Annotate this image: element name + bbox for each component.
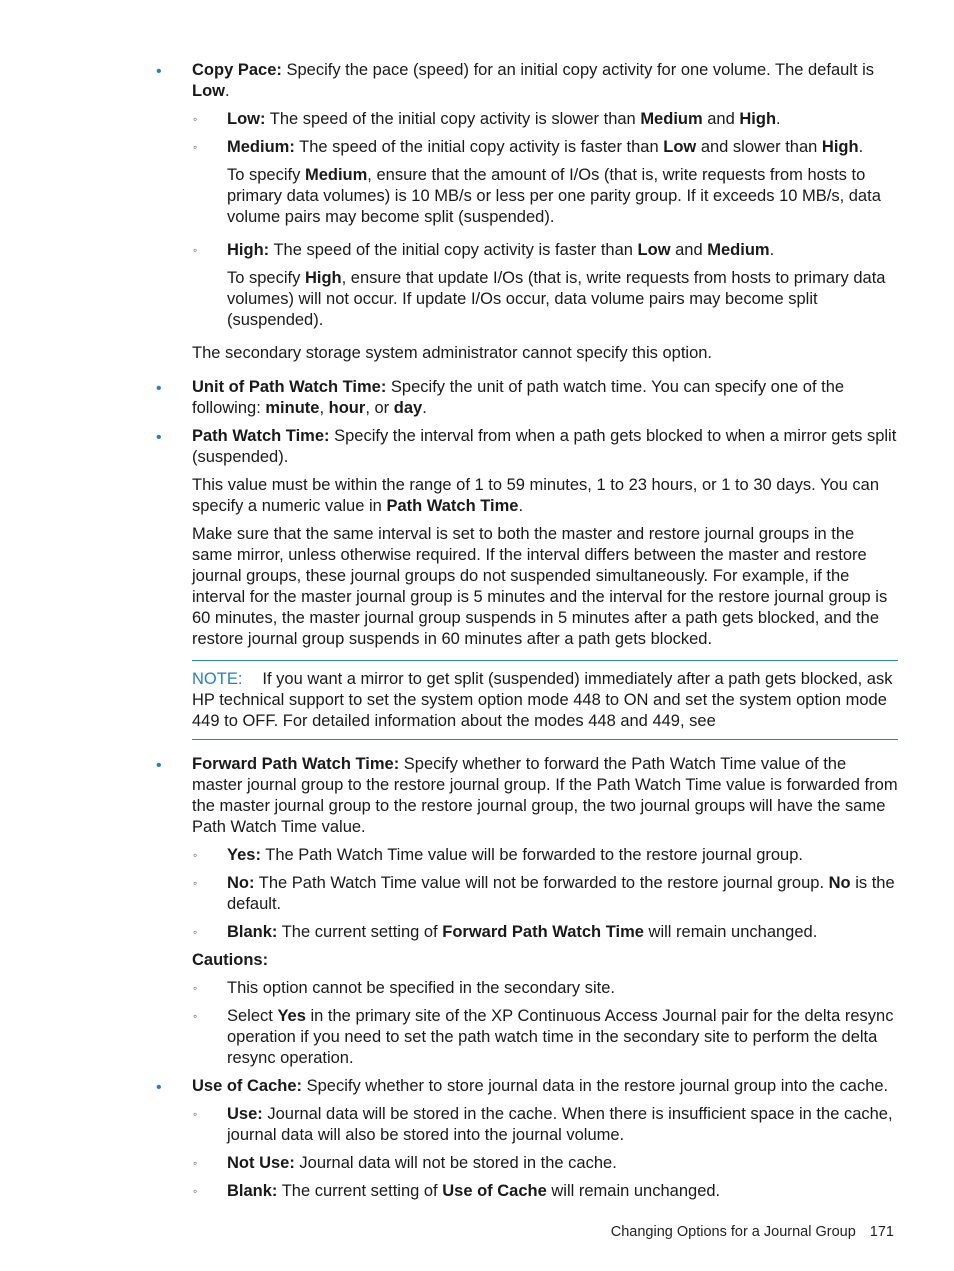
circle-bullet-icon: ◦: [193, 925, 198, 939]
text: in the primary site of the XP Continuous Access Journal pair for the delta resync operation if you need to set the path watch time in the secondary site to perform the delta resync operation.: [227, 1007, 894, 1067]
term: Yes: [277, 1007, 306, 1025]
yes-paragraph: [227, 845, 898, 866]
circle-bullet-icon: ◦: [193, 112, 198, 126]
term-label: Use of Cache:: [192, 1077, 303, 1095]
footer-section-title: Changing Options for a Journal Group: [610, 1224, 856, 1240]
cache-paragraph: [192, 1076, 898, 1097]
text: Journal data will be stored in the cache. When there is insufficient space in the cache, journal data will also be stored into the journal volume.: [227, 1105, 893, 1144]
text: .: [769, 241, 775, 259]
text: To specify: [227, 269, 305, 287]
circle-bullet-icon: ◦: [193, 1107, 198, 1121]
medium-paragraph: [227, 137, 898, 158]
bullet-icon: •: [156, 380, 162, 397]
not-use-paragraph: [227, 1153, 898, 1174]
text: Journal data will not be stored in the cache.: [294, 1154, 617, 1172]
text: , ensure that update I/Os (that is, write requests from hosts to primary data volumes) will not occur. If update I/Os occur, data volume pairs may become split (suspended).: [227, 269, 886, 329]
text: The speed of the initial copy activity is faster than: [269, 241, 638, 259]
text: .: [776, 110, 781, 128]
term: Medium: [707, 241, 770, 259]
note-label: NOTE:: [192, 670, 243, 688]
text: Select: [227, 1007, 278, 1025]
text: ,: [319, 399, 329, 417]
term: Medium: [640, 110, 703, 128]
text: and slower than: [696, 138, 822, 156]
fpwt-paragraph: [192, 754, 898, 838]
term: Low: [637, 241, 671, 259]
list-item-unit-of-path-watch-time: [156, 377, 898, 419]
text: .: [422, 399, 427, 417]
list-item-copy-pace: [156, 60, 898, 364]
text: Specify whether to store journal data in the restore journal group into the cache.: [302, 1077, 889, 1095]
blank-paragraph: [227, 922, 898, 943]
circle-bullet-icon: ◦: [193, 848, 198, 862]
term: hour: [328, 399, 366, 417]
term: High: [739, 110, 777, 128]
text: will remain unchanged.: [643, 923, 818, 941]
pwt-interval-paragraph: Make sure that the same interval is set to both the master and restore journal groups in the same mirror, unless otherwise required. If the interval differs between the master and restore journal groups, these journal groups do not suspended simultaneously. For example, if the interval for the master journal group is 5 minutes and the interval for the restore journal group is 60 minutes, the master journal group suspends in 5 minutes after a path gets blocked, and the restore journal group suspends in 60 minutes after a path gets blocked.: [192, 525, 888, 648]
use-paragraph: [227, 1104, 898, 1146]
high-paragraph: [227, 240, 898, 261]
term: Low: [663, 138, 697, 156]
circle-bullet-icon: ◦: [193, 1009, 198, 1023]
page-number: 171: [869, 1224, 894, 1240]
sub-item-low: [193, 109, 898, 130]
bullet-icon: •: [156, 1079, 162, 1096]
text: The speed of the initial copy activity is faster than: [294, 138, 664, 156]
term-label: Blank:: [227, 923, 278, 941]
sub-item-cache-blank: [193, 1181, 898, 1202]
term-label: Low:: [227, 110, 266, 128]
note-box: [192, 660, 898, 740]
medium-detail-paragraph: [227, 165, 898, 228]
text: and: [670, 241, 708, 259]
cautions-heading: [192, 950, 898, 971]
page-footer: [0, 1222, 894, 1243]
term-label: Yes:: [227, 846, 261, 864]
text: The Path Watch Time value will be forwarded to the restore journal group.: [260, 846, 803, 864]
page-content: [156, 60, 898, 1209]
term: minute: [265, 399, 320, 417]
secondary-admin-note: The secondary storage system administrator cannot specify this option.: [192, 344, 712, 362]
cache-blank-paragraph: [227, 1181, 898, 1202]
sub-item-yes: [193, 845, 898, 866]
list-item-forward-path-watch-time: [156, 754, 898, 1069]
caution-2-text: [227, 1006, 898, 1069]
term: No: [828, 874, 851, 892]
sub-item-no: [193, 873, 898, 915]
term: day: [393, 399, 423, 417]
pwt-paragraph: [192, 426, 898, 468]
text: The Path Watch Time value will not be forwarded to the restore journal group.: [254, 874, 829, 892]
sub-item-high: [193, 240, 898, 331]
text: The current setting of: [277, 923, 443, 941]
circle-bullet-icon: ◦: [193, 981, 198, 995]
sub-item-use: [193, 1104, 898, 1146]
caution-item-2: [193, 1006, 898, 1069]
text: .: [225, 82, 230, 100]
text: Specify the interval from when a path gets blocked to when a mirror gets split (suspended).: [192, 427, 897, 466]
circle-bullet-icon: ◦: [193, 1156, 198, 1170]
term: Medium: [304, 166, 368, 184]
no-paragraph: [227, 873, 898, 915]
sub-item-medium: [193, 137, 898, 228]
bullet-icon: •: [156, 757, 162, 774]
text: .: [518, 497, 524, 515]
text: Specify whether to forward the Path Watch Time value of the master journal group to the restore journal group. If the Path Watch Time value is forwarded from the master journal group to the restore journal group, the two journal groups will have the same Path Watch Time value.: [192, 755, 898, 836]
circle-bullet-icon: ◦: [193, 243, 198, 257]
term-label: Blank:: [227, 1182, 278, 1200]
bullet-icon: •: [156, 63, 162, 80]
high-detail-paragraph: [227, 268, 898, 331]
text: .: [858, 138, 864, 156]
caution-1-text: This option cannot be specified in the secondary site.: [227, 979, 615, 997]
term-label: Use:: [227, 1105, 263, 1123]
term: Forward Path Watch Time: [442, 923, 644, 941]
term-label: Copy Pace:: [192, 61, 282, 79]
note-text: If you want a mirror to get split (suspended) immediately after a path gets blocked, ask HP technical support to set the system option mode 448 to ON and set the system option mode 449 to OFF. For detailed information about the modes 448 and 449, see: [192, 670, 893, 730]
text: The current setting of: [277, 1182, 443, 1200]
term-label: Unit of Path Watch Time:: [192, 378, 387, 396]
text: To specify: [227, 166, 305, 184]
term-label: Forward Path Watch Time:: [192, 755, 400, 773]
list-item-use-of-cache: [156, 1076, 898, 1202]
unit-paragraph: [192, 377, 898, 419]
text: and: [702, 110, 740, 128]
text: will remain unchanged.: [546, 1182, 721, 1200]
copy-pace-paragraph: [192, 60, 898, 102]
pwt-range-paragraph: [192, 475, 898, 517]
term-label: No:: [227, 874, 255, 892]
text: Specify the unit of path watch time. You can specify one of the following:: [192, 378, 845, 417]
text: The speed of the initial copy activity is slower than: [265, 110, 641, 128]
text: , or: [365, 399, 394, 417]
term: Use of Cache: [442, 1182, 547, 1200]
text: is the default.: [227, 874, 895, 913]
sub-item-blank: [193, 922, 898, 943]
term-label: Path Watch Time:: [192, 427, 330, 445]
term: Path Watch Time: [386, 497, 519, 515]
caution-item-1: [193, 978, 898, 999]
sub-item-not-use: [193, 1153, 898, 1174]
term: Low: [192, 82, 225, 100]
bullet-icon: •: [156, 429, 162, 446]
text: This value must be within the range of 1 to 59 minutes, 1 to 23 hours, or 1 to 30 days. You can specify a numeric value in: [192, 476, 880, 515]
cautions-label: Cautions:: [192, 951, 269, 969]
low-paragraph: [227, 109, 898, 130]
term: High: [821, 138, 859, 156]
list-item-path-watch-time: [156, 426, 898, 740]
circle-bullet-icon: ◦: [193, 876, 198, 890]
circle-bullet-icon: ◦: [193, 140, 198, 154]
term-label: Not Use:: [227, 1154, 295, 1172]
text: , ensure that the amount of I/Os (that is, write requests from hosts to primary data volumes) is 10 MB/s or less per one parity group. If it exceeds 10 MB/s, data volume pairs may become split (suspended).: [227, 166, 881, 226]
text: Specify the pace (speed) for an initial copy activity for one volume. The default is: [281, 61, 875, 79]
term-label: High:: [227, 241, 270, 259]
term-label: Medium:: [227, 138, 295, 156]
circle-bullet-icon: ◦: [193, 1184, 198, 1198]
term: High: [304, 269, 342, 287]
